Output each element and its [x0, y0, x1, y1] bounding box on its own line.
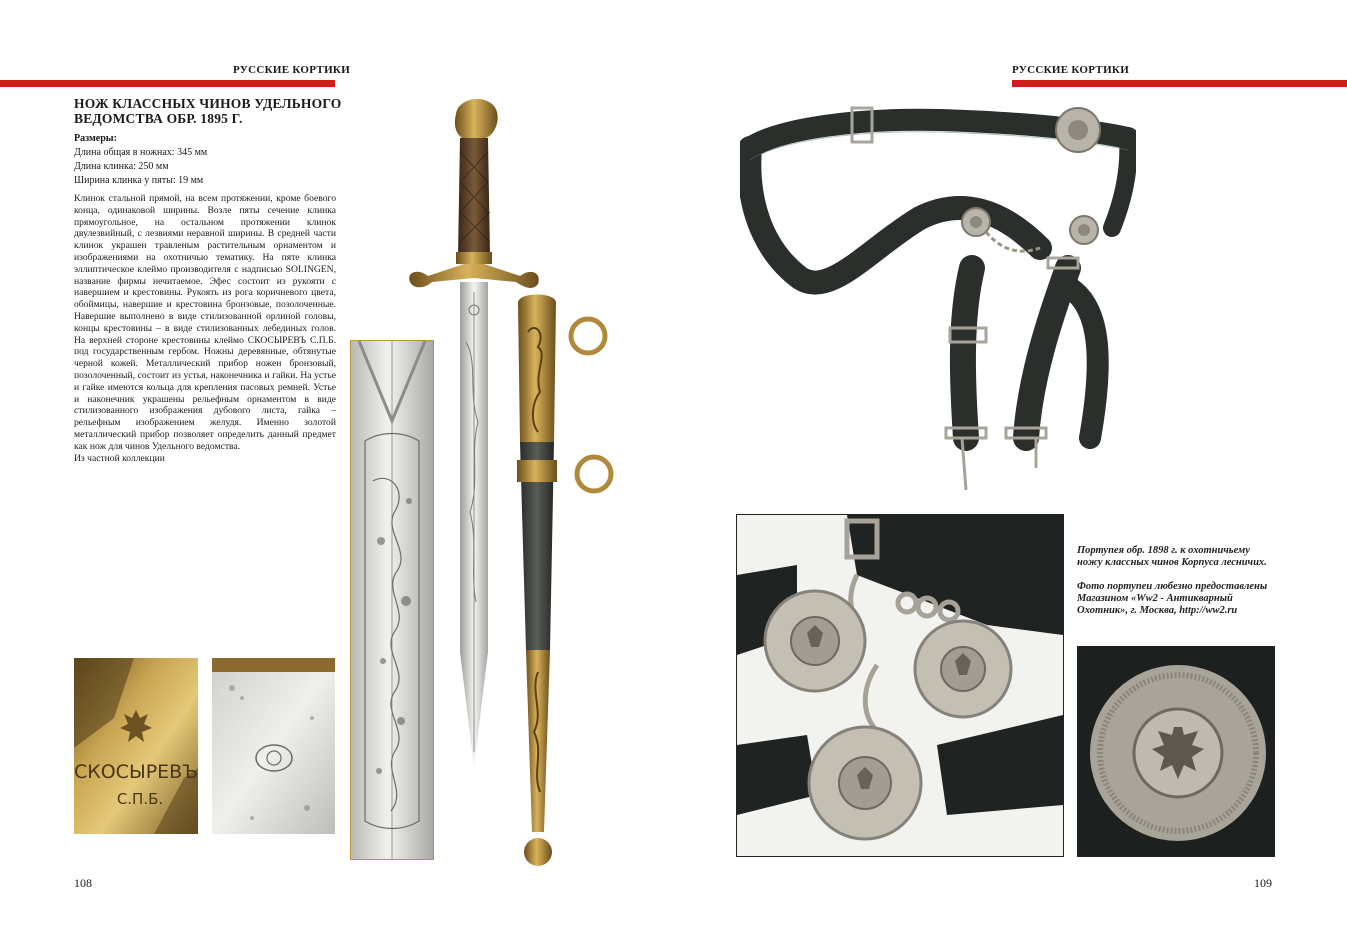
stamp-city-text: С.П.Б.	[116, 790, 164, 808]
provenance-note: Из частной коллекции	[74, 452, 165, 464]
blade-maker-mark-photo	[212, 658, 335, 834]
crossguard-stamp-photo	[74, 658, 198, 834]
article-title: НОЖ КЛАССНЫХ ЧИНОВ УДЕЛЬНОГО ВЕДОМСТВА ОБР. 1895 Г.	[74, 96, 342, 126]
blade-width: Ширина клинка у пяты: 19 мм	[74, 175, 204, 186]
medallion-eagle-closeup-photo	[1077, 646, 1275, 857]
dagger-and-scabbard-photo	[404, 92, 616, 872]
red-rule	[0, 80, 335, 87]
caption-main: Портупея обр. 1898 г. к охотничьему ножу классных чинов Корпуса лесничих.	[1077, 545, 1267, 568]
overall-length: Длина общая в ножнах: 345 мм	[74, 147, 208, 158]
page-number-left: 108	[74, 876, 92, 890]
dimensions-heading: Размеры:	[74, 133, 117, 144]
dimensions-block	[74, 132, 344, 188]
blade-length: Длина клинка: 250 мм	[74, 161, 169, 172]
medallions-closeup-photo	[736, 514, 1064, 857]
section-label: РУССКИЕ КОРТИКИ	[233, 64, 351, 76]
description-text	[74, 193, 336, 464]
photo-caption	[1077, 545, 1275, 629]
section-label: РУССКИЕ КОРТИКИ	[1012, 64, 1130, 76]
page-number-right: 109	[1254, 876, 1272, 890]
left-page	[0, 0, 673, 937]
caption-credit: Фото портупеи любезно предоставлены Магазином «Ww2 - Антикварный Охотник», г. Москва, http://ww2.ru	[1077, 581, 1268, 616]
belt-overview-photo	[740, 98, 1136, 498]
stamp-maker-text: СКОСЫРЕВЪ	[74, 761, 198, 783]
description-paragraph: Клинок стальной прямой, на всем протяжении, кроме боевого конца, одинаковой ширины. Возле пяты сечение клинка прямоугольное, на остальном протяжении клинок двулезвийный, с лезвиями неравной ширины. В средней части клинок украшен травленым растительным орнаментом и изображениями на охотничью тематику. На пяте клинка эллиптическое клеймо производителя с надписью SOLINGEN, название фирмы нечитаемое. Эфес состоит из рукояти с навершием и крестовины. Рукоять из рога коричневого цвета, обоймицы, навершие и крестовина бронзовые, позолоченные. Навершие выполнено в виде стилизованной орлиной головы, концы крестовины – в виде стилизованных лебединых голов. На верхней стороне крестовины клеймо СКОСЫРЕВЪ С.П.Б. под государственным гербом. Ножны деревянные, обтянутые черной кожей. Металлический прибор ножен бронзовый, позолоченный, состоит из устья, наконечника и гайки. На устье и гайке имеются кольца для крепления пасовых ремней. Устье и наконечник украшены рельефным орнаментом в виде стилизованного изображения дубового листа, гайка – рельефным изображением желудя. Именно золотой металлический прибор позволяет определить данный предмет как нож для чинов Удельного ведомства.	[74, 193, 336, 452]
red-rule	[1012, 80, 1347, 87]
